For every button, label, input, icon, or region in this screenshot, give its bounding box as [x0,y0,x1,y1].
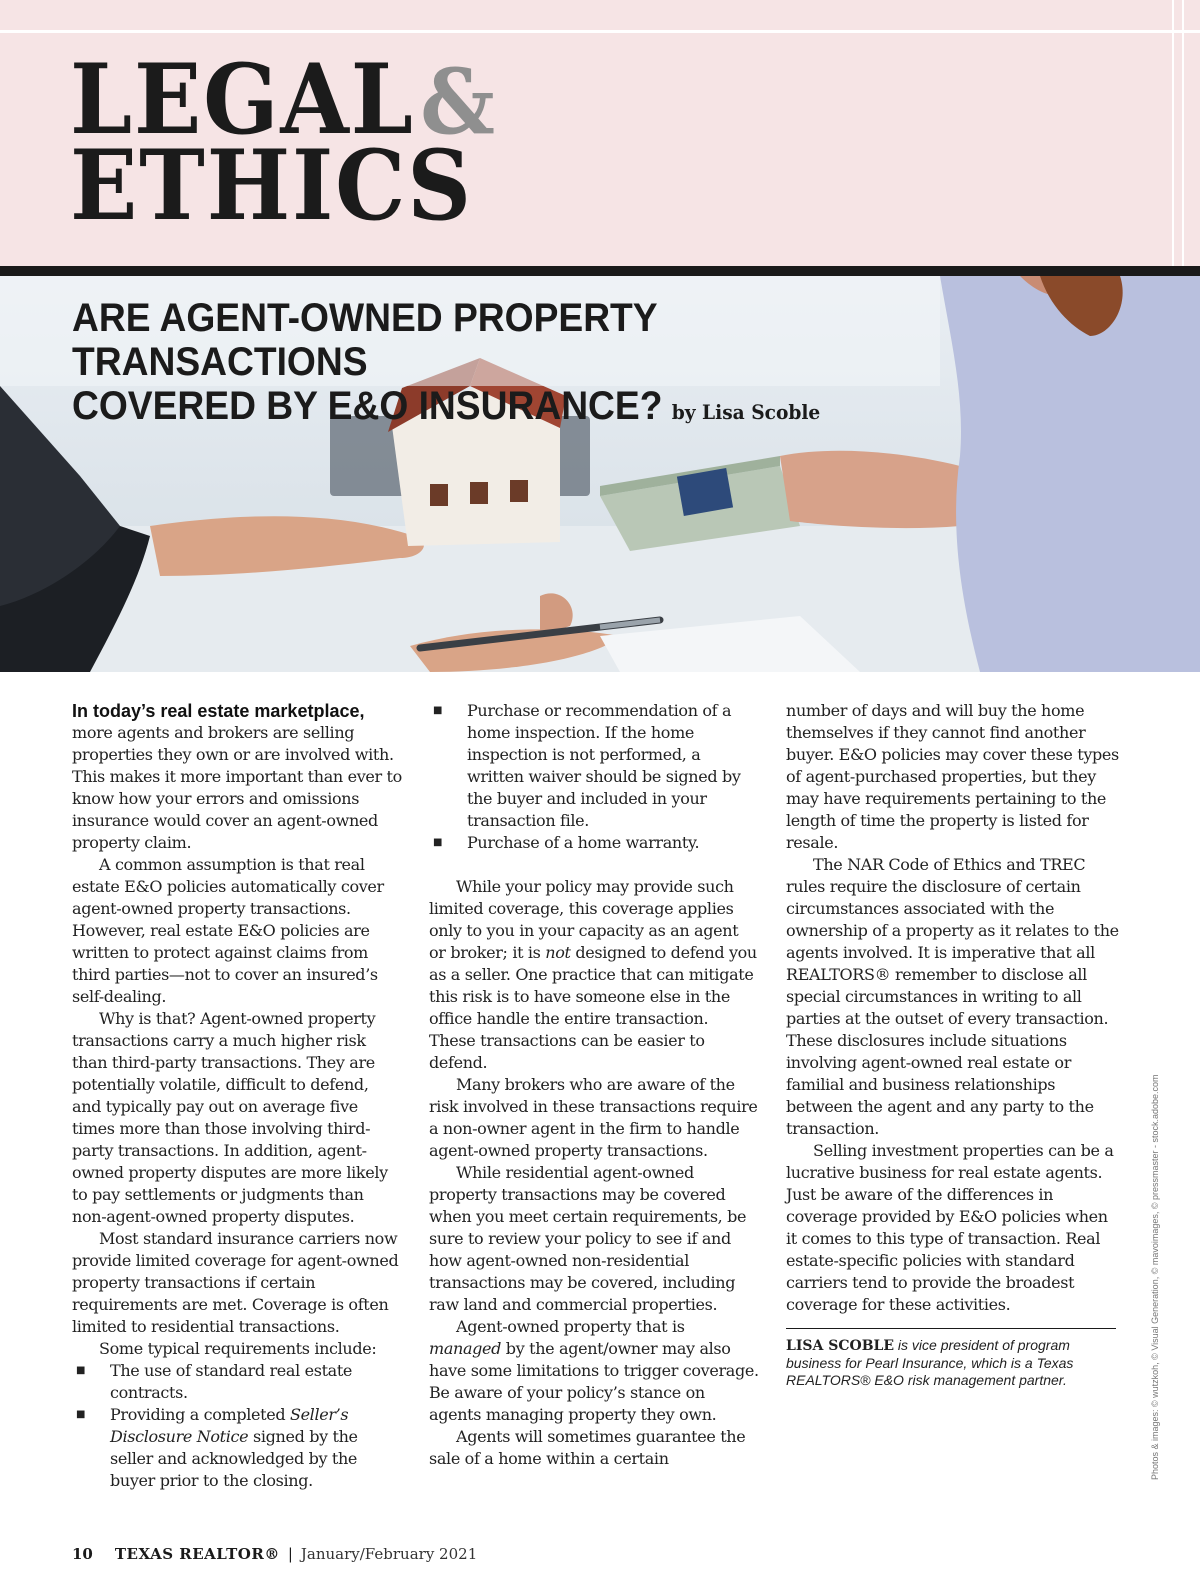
paragraph: The NAR Code of Ethics and TREC rules require the disclosure of certain circumstances associated with the ownership of a property as it relates to the agents involved. It is imperative that all REALTORS® remember to disclose all special circumstances in writing to all parties at the outset of every transaction. These disclosures include situations involving agent-owned real estate or familial and business relationships between the agent and any party to the transaction. [786,855,1119,1138]
paragraph: Why is that? Agent-owned property transactions carry a much higher risk than third-party transactions. They are potentially volatile, difficult to defend, and typically pay out on average five times more than those involving third-party transactions. In addition, agent-owned property disputes are more likely to pay settlements or judgments than non-agent-owned property disputes. [72,1009,388,1226]
photo-credit: Photos & images: © wutzkoh, © Visual Generation, © mavoimages, © pressmaster - stock.adobe.com [1150,1074,1160,1480]
header-edge-rule [1172,0,1174,268]
list-item-text: signed by the seller and acknowledged by the buyer prior to the closing. [110,1427,358,1490]
paragraph: While residential agent-owned property transactions may be covered when you meet certain requirements, be sure to review your policy to see if and how agent-owned non-residential transactions may be covered, including raw land and commercial properties. [429,1163,747,1314]
list-item-text: Providing a completed [110,1405,290,1424]
paragraph: A common assumption is that real estate E&O policies automatically cover agent-owned property transactions. However, real estate E&O policies are written to protect against claims from third parties—not to cover an insured’s self-dealing. [72,855,384,1006]
paragraph-text: While your policy may provide such limited coverage, this coverage applies only to you in your capacity as an agent or broker; it is [429,877,739,962]
paragraph-text: by the agent/owner may also have some limitations to trigger coverage. Be aware of your policy’s stance on agents managing property they own. [429,1339,759,1424]
footer-separator: | [287,1545,293,1563]
paragraph-emphasis: not [545,943,571,962]
list-item: ■ Purchase or recommendation of a home inspection. If the home inspection is not performed, a written waiver should be signed by the buyer and included in your transaction file. [429,700,759,832]
spacer [429,854,759,876]
section-title-word-legal: LEGAL [70,43,415,156]
article-headline [72,296,909,434]
page-footer [72,1545,477,1569]
page-number: 10 [72,1545,93,1563]
paragraph: Many brokers who are aware of the risk involved in these transactions require a non-owner agent in the firm to handle agent-owned property transactions. [429,1075,758,1160]
header-top-rule [0,30,1200,33]
author-bio-text: is vice president of program business for Pearl Insurance, which is a Texas REALTORS® E&O risk management partner. [786,1337,1074,1388]
paragraph [429,876,759,1074]
section-title-word-ethics: ETHICS [70,129,473,242]
body-column-2 [429,700,759,1470]
paragraph-text: more agents and brokers are selling properties they own or are involved with. This makes it more important than ever to know how your errors and omissions insurance would cover an agent-owned property claim. [72,723,402,852]
bio-divider [786,1328,1116,1329]
author-bio [786,1337,1121,1389]
paragraph [72,700,402,854]
article-byline: by Lisa Scoble [671,400,821,424]
list-item [72,1404,402,1492]
list-item-emphasis: Seller’s Disclosure Notice [110,1405,349,1446]
paragraph: Agents will sometimes guarantee the sale of a home within a certain [429,1427,746,1468]
requirements-list-continued [429,700,759,854]
list-item: ■ Purchase of a home warranty. [429,832,759,854]
body-column-3 [786,700,1121,1389]
paragraph: Some typical requirements include: [99,1339,377,1358]
issue-date: January/February 2021 [300,1545,478,1563]
requirements-list [72,1360,402,1492]
paragraph [429,1316,759,1426]
author-bio-name: LISA SCOBLE [786,1338,895,1354]
magazine-name: TEXAS REALTOR® [114,1545,280,1563]
lead-in: In today’s real estate marketplace, [72,701,365,721]
body-column-1 [72,700,402,1492]
header-edge-rule [1182,0,1184,268]
paragraph: Most standard insurance carriers now provide limited coverage for agent-owned property transactions if certain requirements are met. Coverage is often limited to residential transactions. [72,1229,399,1336]
paragraph: number of days and will buy the home themselves if they cannot find another buyer. E&O policies may cover these types of agent-purchased properties, but they may have requirements pertaining to the length of time the property is listed for resale. [786,701,1119,852]
header-divider-rule [0,266,1200,276]
article-title-line-1: ARE AGENT-OWNED PROPERTY TRANSACTIONS [72,296,657,384]
paragraph: Selling investment properties can be a lucrative business for real estate agents. Just be aware of the differences in coverage provided by E&O policies when it comes to this type of transaction. Real estate-specific policies with standard carriers tend to provide the broadest coverage for these activities. [786,1141,1114,1314]
paragraph-text: designed to defend you as a seller. One practice that can mitigate this risk is to have someone else in the office handle the entire transaction. These transactions can be easier to defend. [429,943,757,1072]
list-item: ■ The use of standard real estate contracts. [72,1360,402,1404]
paragraph-emphasis: managed [429,1339,502,1358]
paragraph-text: Agent-owned property that is [456,1317,685,1336]
article-title-line-2: COVERED BY E&O INSURANCE? [72,384,663,428]
section-title [70,43,497,242]
section-title-ampersand: & [420,49,497,155]
